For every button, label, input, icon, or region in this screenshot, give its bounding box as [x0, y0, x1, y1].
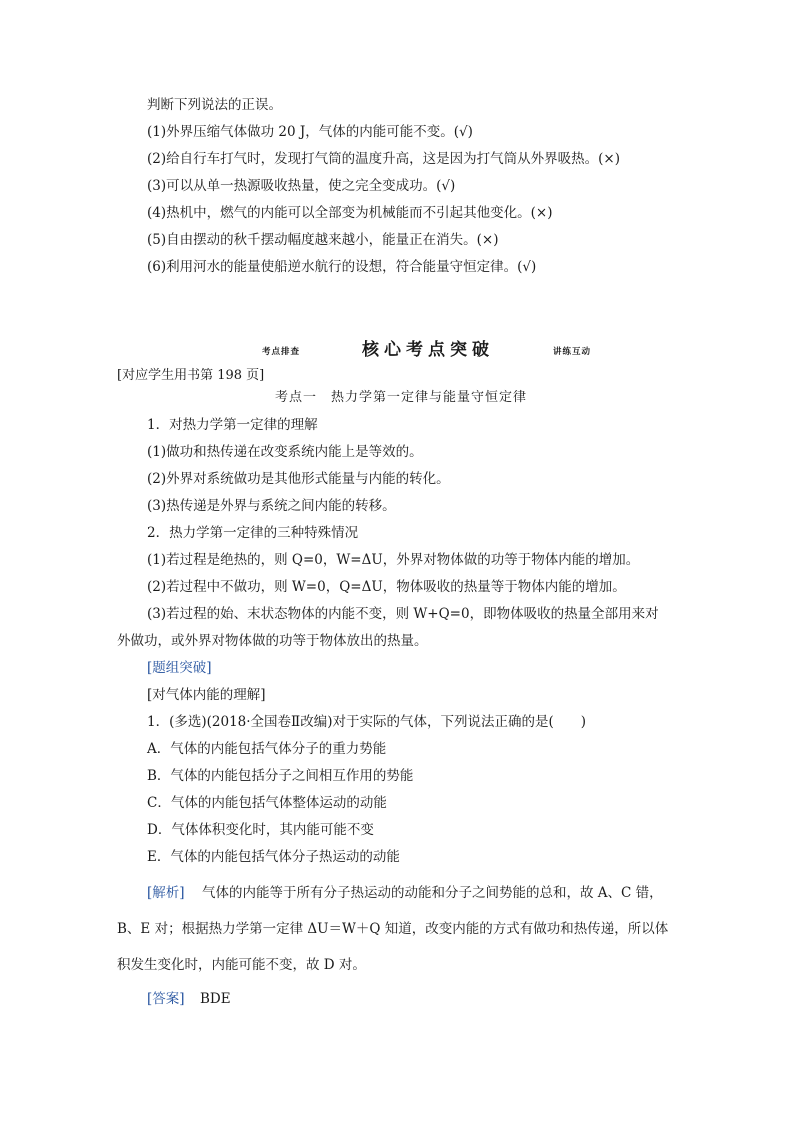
part1-item: (2)外界对系统做功是其他形式能量与内能的转化。 — [147, 471, 450, 487]
analysis-line: 气体的内能等于所有分子热运动的动能和分子之间势能的总和，故 A、C 错， — [202, 885, 663, 901]
judge-item: (3)可以从单一热源吸收热量，使之完全变成功。(√) — [147, 178, 456, 194]
section-heading: 考点一 热力学第一定律与能量守恒定律 — [275, 390, 528, 405]
part1-item: (3)热传递是外界与系统之间内能的转移。 — [147, 498, 396, 514]
analysis-line: B、E 对；根据热力学第一定律 ΔU＝W＋Q 知道，改变内能的方式有做功和热传递，所以体 — [117, 921, 669, 937]
judge-item: (4)热机中，燃气的内能可以全部变为机械能而不引起其他变化。(×) — [147, 205, 553, 221]
page-reference: [对应学生用书第 198 页] — [117, 368, 265, 383]
part1-title: 1．对热力学第一定律的理解 — [147, 417, 318, 433]
part2-item: (2)若过程中不做功，则 W=0，Q=ΔU，物体吸收的热量等于物体内能的增加。 — [147, 579, 626, 595]
banner-right-label: 讲练互动 — [553, 347, 592, 357]
question-option: B．气体的内能包括分子之间相互作用的势能 — [147, 768, 414, 784]
topic-label: [对气体内能的理解] — [147, 687, 266, 703]
part1-item: (1)做功和热传递在改变系统内能上是等效的。 — [147, 444, 423, 460]
part2-item: (3)若过程的始、末状态物体的内能不变，则 W+Q=0，即物体吸收的热量全部用来对 — [147, 606, 659, 622]
analysis-line: 积发生变化时，内能可能不变，故 D 对。 — [117, 957, 366, 973]
question-stem: 1．(多选)(2018·全国卷Ⅱ改编)对于实际的气体，下列说法正确的是( ) — [147, 714, 587, 730]
answer-value: BDE — [200, 991, 231, 1007]
banner-title: 核心考点突破 — [362, 340, 494, 360]
judge-item: (5)自由摆动的秋千摆动幅度越来越小，能量正在消失。(×) — [147, 232, 499, 248]
analysis-label: [解析] — [147, 885, 185, 901]
judge-item: (6)利用河水的能量使船逆水航行的设想，符合能量守恒定律。(√) — [147, 259, 537, 275]
group-label: [题组突破] — [147, 660, 212, 676]
judge-item: (2)给自行车打气时，发现打气筒的温度升高，这是因为打气筒从外界吸热。(×) — [147, 151, 620, 167]
question-option: C．气体的内能包括气体整体运动的动能 — [147, 795, 387, 811]
question-option: D．气体体积变化时，其内能可能不变 — [147, 822, 374, 838]
question-option: E．气体的内能包括气体分子热运动的动能 — [147, 849, 400, 865]
judge-intro: 判断下列说法的正误。 — [147, 97, 282, 113]
banner-left-label: 考点排查 — [262, 347, 301, 357]
part2-title: 2．热力学第一定律的三种特殊情况 — [147, 525, 359, 541]
judge-item: (1)外界压缩气体做功 20 J，气体的内能可能不变。(√) — [147, 124, 473, 140]
part2-item: (1)若过程是绝热的，则 Q=0，W=ΔU，外界对物体做的功等于物体内能的增加。 — [147, 552, 640, 568]
answer-label: [答案] — [147, 991, 185, 1007]
part2-item: 外做功，或外界对物体做的功等于物体放出的热量。 — [117, 633, 428, 649]
question-option: A．气体的内能包括气体分子的重力势能 — [147, 741, 387, 757]
